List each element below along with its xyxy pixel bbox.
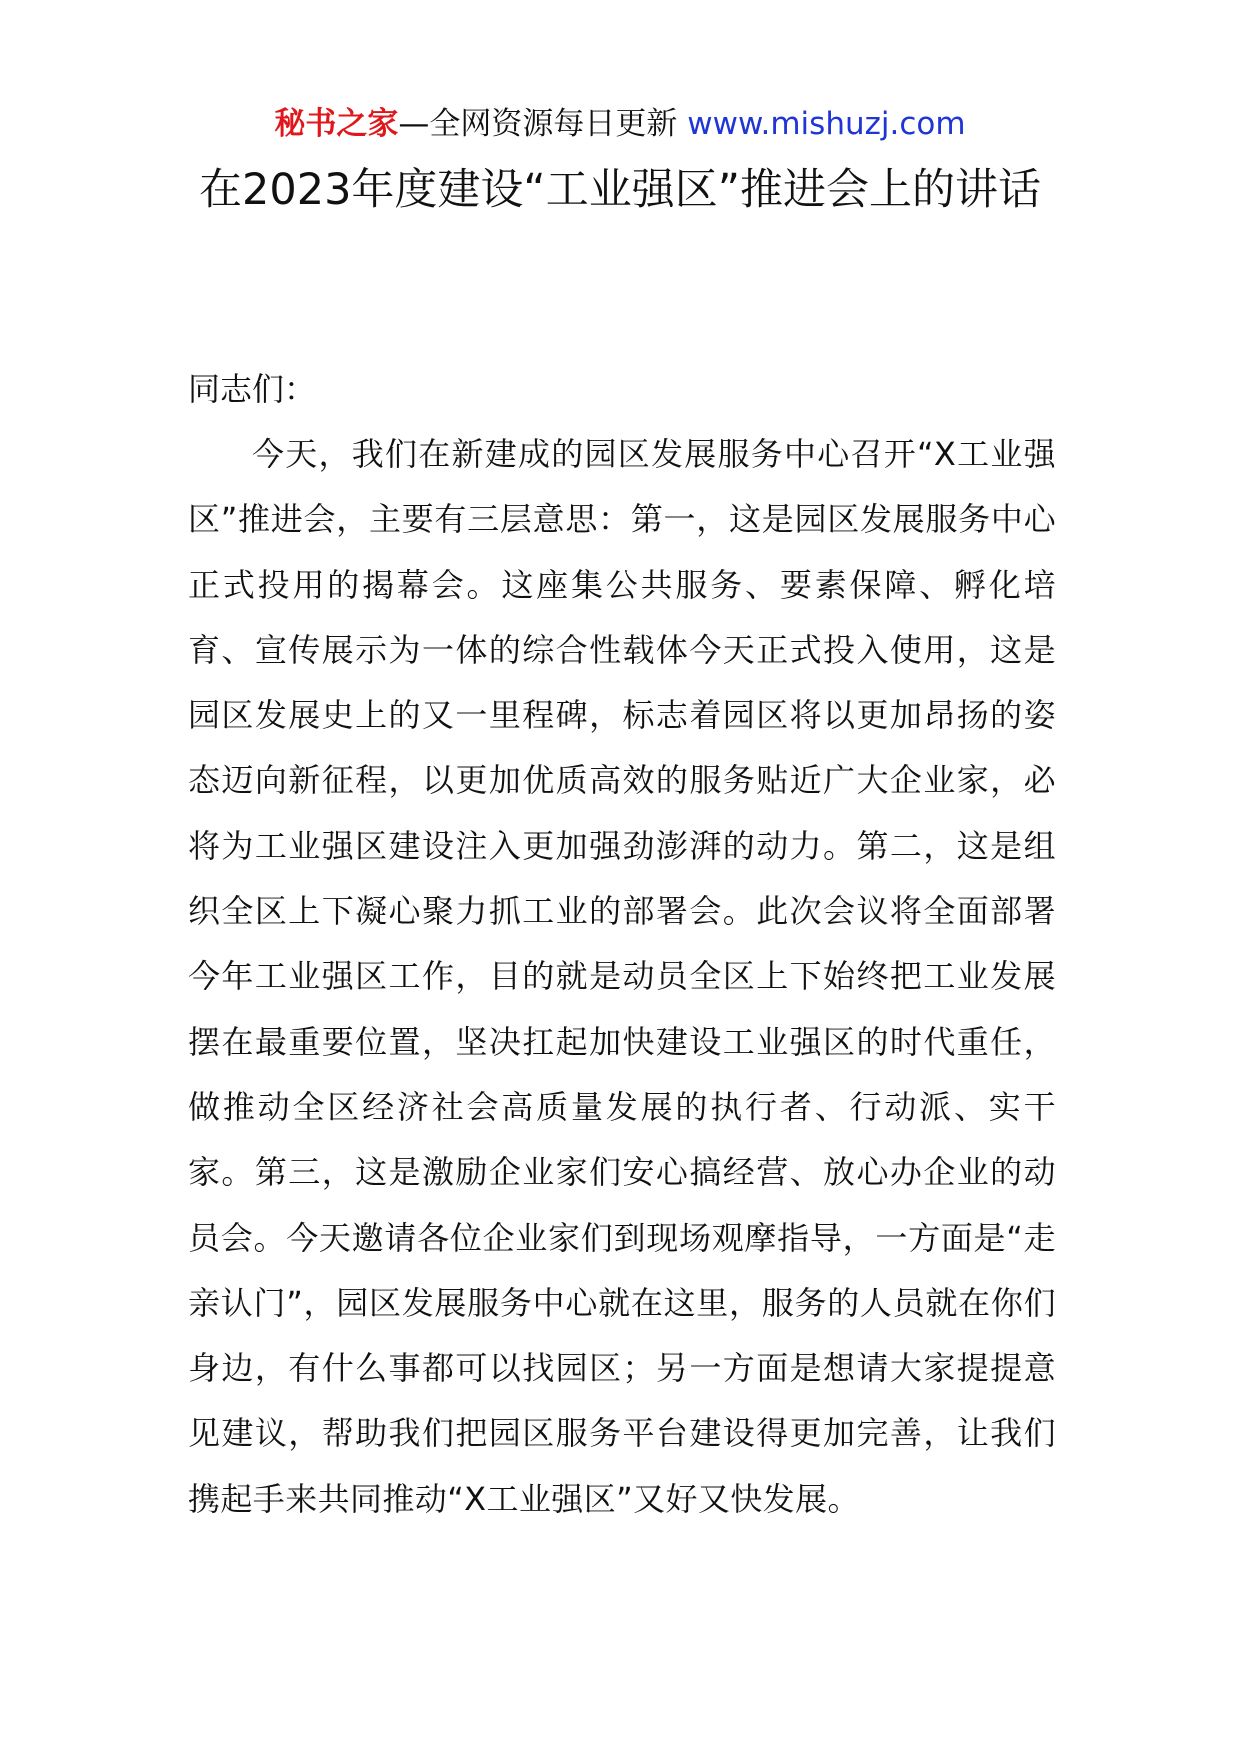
site-tagline: —全网资源每日更新 (398, 106, 688, 142)
document-title: 在2023年度建设“工业强区”推进会上的讲话 (199, 165, 1041, 215)
salutation: 同志们： (188, 370, 317, 408)
site-brand: 秘书之家 (274, 106, 399, 142)
site-header (0, 104, 1240, 144)
body-paragraph: 今天，我们在新建成的园区发展服务中心召开“X工业强区”推进会，主要有三层意思：第一，这是园区发展服务中心正式投用的揭幕会。这座集公共服务、要素保障、孵化培育、宣传展示为一体的综合性载体今天正式投入使用，这是园区发展史上的又一里程碑，标志着园区将以更加昂扬的姿态迈向新征程，以更加优质高效的服务贴近广大企业家，必将为工业强区建设注入更加强劲澎湃的动力。第二，这是组织全区上下凝心聚力抓工业的部署会。此次会议将全面部署今年工业强区工作，目的就是动员全区上下始终把工业发展摆在最重要位置，坚决扛起加快建设工业强区的时代重任，做推动全区经济社会高质量发展的执行者、行动派、实干家。第三，这是激励企业家们安心搞经营、放心办企业的动员会。今天邀请各位企业家们到现场观摩指导，一方面是“走亲认门”，园区发展服务中心就在这里，服务的人员就在你们身边，有什么事都可以找园区；另一方面是想请大家提提意见建议，帮助我们把园区服务平台建设得更加完善，让我们携起手来共同推动“X工业强区”又好又快发展。 (188, 435, 1056, 1518)
site-url-link[interactable]: www.mishuzj.com (687, 106, 966, 142)
